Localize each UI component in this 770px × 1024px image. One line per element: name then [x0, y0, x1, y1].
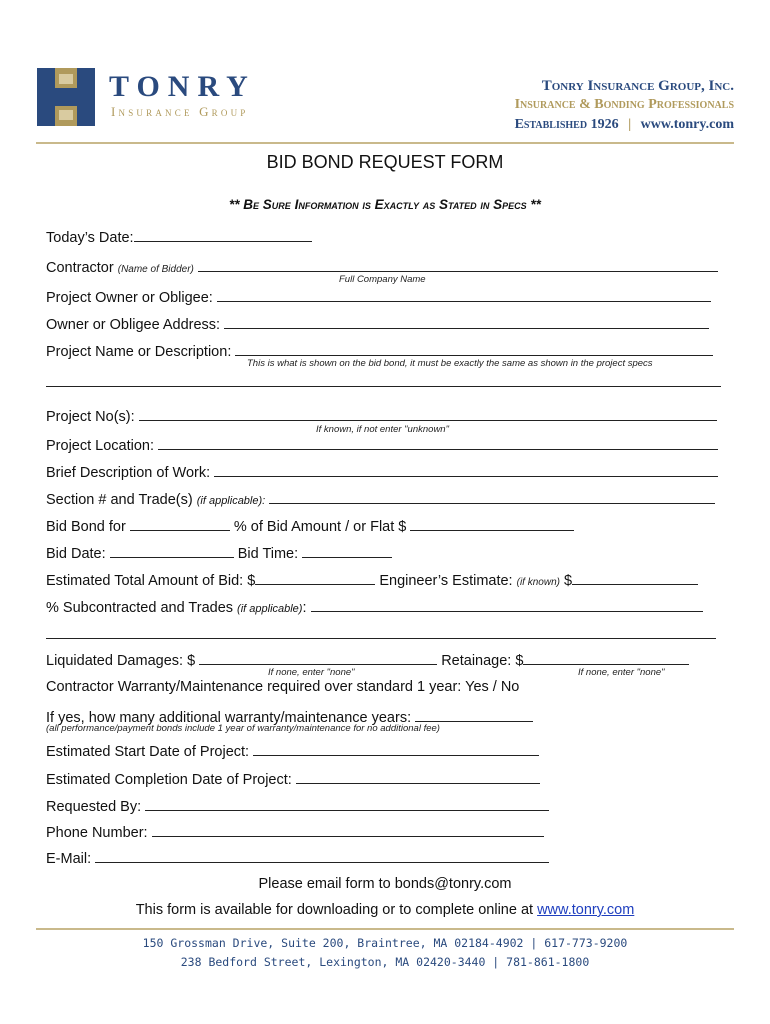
website-link[interactable]: www.tonry.com [537, 902, 635, 918]
email-field[interactable] [95, 848, 549, 863]
available-line [0, 902, 770, 918]
project-owner-label: Project Owner or Obligee: [46, 290, 213, 306]
project-name-note: This is what is shown on the bid bond, it must be exactly the same as shown in the project specs [247, 358, 653, 369]
est-completion-row [46, 769, 540, 788]
requested-by-field[interactable] [145, 796, 549, 811]
requested-by-row [46, 796, 549, 815]
bid-date-label: Bid Date: [46, 546, 106, 562]
warranty-line: Contractor Warranty/Maintenance required over standard 1 year: Yes / No [46, 679, 520, 695]
logo-subtitle: Insurance Group [111, 104, 249, 119]
warranty-years-field[interactable] [415, 707, 533, 722]
warranty-years-label: If yes, how many additional warranty/maintenance years: [46, 710, 412, 726]
project-nos-row [46, 406, 717, 425]
established-line [515, 117, 734, 133]
section-trades-field[interactable] [269, 489, 715, 504]
project-name-field-2[interactable] [46, 386, 721, 387]
estimate-row [46, 570, 698, 589]
available-text: This form is available for downloading or to complete online at [135, 902, 534, 918]
project-nos-note: If known, if not enter "unknown" [316, 424, 449, 435]
subcontracted-field[interactable] [311, 597, 703, 612]
est-completion-field[interactable] [296, 769, 540, 784]
bid-bond-for-label: Bid Bond for [46, 519, 126, 535]
project-location-label: Project Location: [46, 438, 155, 454]
contractor-label: Contractor [46, 260, 114, 276]
bid-bond-row [46, 516, 574, 535]
bid-time-field[interactable] [302, 543, 392, 558]
est-completion-label: Estimated Completion Date of Project: [46, 772, 292, 788]
owner-address-label: Owner or Obligee Address: [46, 317, 221, 333]
liquidated-damages-label: Liquidated Damages: $ [46, 653, 196, 669]
liquidated-damages-field[interactable] [199, 650, 437, 665]
pct-subcontracted-label: % Subcontracted and Trades [46, 600, 234, 616]
engineers-estimate-label: Engineer’s Estimate: [379, 573, 513, 589]
section-trades-row [46, 489, 715, 508]
percent-bid-amount-label: % of Bid Amount / or Flat $ [233, 519, 407, 535]
phone-field[interactable] [152, 822, 544, 837]
project-owner-row [46, 287, 711, 306]
company-tagline: Insurance & Bonding Professionals [514, 97, 734, 112]
warranty-note: (all performance/payment bonds include 1 year of warranty/maintenance for no additional fee) [46, 723, 440, 734]
if-applicable-note: (if applicable): [196, 495, 266, 507]
est-start-label: Estimated Start Date of Project: [46, 744, 250, 760]
brief-description-field[interactable] [214, 462, 718, 477]
est-total-field[interactable] [255, 570, 375, 585]
est-total-label: Estimated Total Amount of Bid: $ [46, 573, 256, 589]
owner-address-field[interactable] [224, 314, 709, 329]
owner-address-row [46, 314, 709, 333]
project-nos-label: Project No(s): [46, 409, 135, 425]
footer-address-2: 238 Bedford Street, Lexington, MA 02420-3440 | 781-861-1800 [180, 955, 590, 969]
todays-date-field[interactable] [134, 227, 312, 242]
full-company-name-note: Full Company Name [339, 274, 426, 285]
bid-date-row [46, 543, 392, 562]
project-owner-field[interactable] [217, 287, 711, 302]
brief-description-row [46, 462, 718, 481]
company-name: Tonry Insurance Group, Inc. [541, 78, 734, 94]
phone-label: Phone Number: [46, 825, 148, 841]
project-location-row [46, 435, 718, 454]
established: Established 1926 [514, 117, 619, 132]
separator: | [628, 117, 632, 132]
tonry-logo-mark-icon [37, 68, 95, 126]
notice: ** Be Sure Information is Exactly as Stated in Specs ** [229, 197, 541, 212]
subcontracted-row [46, 597, 703, 616]
logo-name: TONRY [109, 70, 256, 103]
requested-by-label: Requested By: [46, 799, 142, 815]
brief-description-label: Brief Description of Work: [46, 465, 211, 481]
est-start-field[interactable] [253, 741, 539, 756]
if-none-note-1: If none, enter "none" [268, 667, 355, 678]
contractor-field[interactable] [198, 257, 718, 272]
engineers-estimate-field[interactable] [572, 570, 698, 585]
if-known-note: (if known) [516, 577, 560, 588]
project-name-label: Project Name or Description: [46, 344, 232, 360]
form-title: BID BOND REQUEST FORM [266, 152, 504, 172]
todays-date-row [46, 227, 312, 246]
if-applicable-note-2: (if applicable) [237, 603, 303, 615]
est-start-row [46, 741, 539, 760]
website: www.tonry.com [640, 117, 734, 132]
retainage-label: Retainage: $ [441, 653, 524, 669]
email-row [46, 848, 549, 867]
email-instruction: Please email form to bonds@tonry.com [258, 876, 512, 892]
section-trades-label: Section # and Trade(s) [46, 492, 193, 508]
bid-date-field[interactable] [110, 543, 234, 558]
project-location-field[interactable] [158, 435, 718, 450]
email-label: E-Mail: [46, 851, 92, 867]
todays-date-label: Today’s Date: [46, 230, 134, 246]
if-none-note-2: If none, enter "none" [578, 667, 665, 678]
colon: : [302, 600, 307, 616]
logo [37, 68, 95, 126]
dollar-sign: $ [564, 573, 573, 589]
project-name-field[interactable] [235, 341, 713, 356]
retainage-field[interactable] [523, 650, 689, 665]
bid-time-label: Bid Time: [237, 546, 299, 562]
footer-address-1: 150 Grossman Drive, Suite 200, Braintree, MA 02184-4902 | 617-773-9200 [142, 936, 628, 950]
footer-divider [36, 928, 734, 930]
bid-bond-percent-field[interactable] [130, 516, 230, 531]
contractor-note: (Name of Bidder) [117, 264, 194, 275]
subcontracted-field-2[interactable] [46, 638, 716, 639]
header-divider [36, 142, 734, 144]
project-nos-field[interactable] [139, 406, 717, 421]
phone-row [46, 822, 544, 841]
bid-bond-flat-field[interactable] [410, 516, 574, 531]
